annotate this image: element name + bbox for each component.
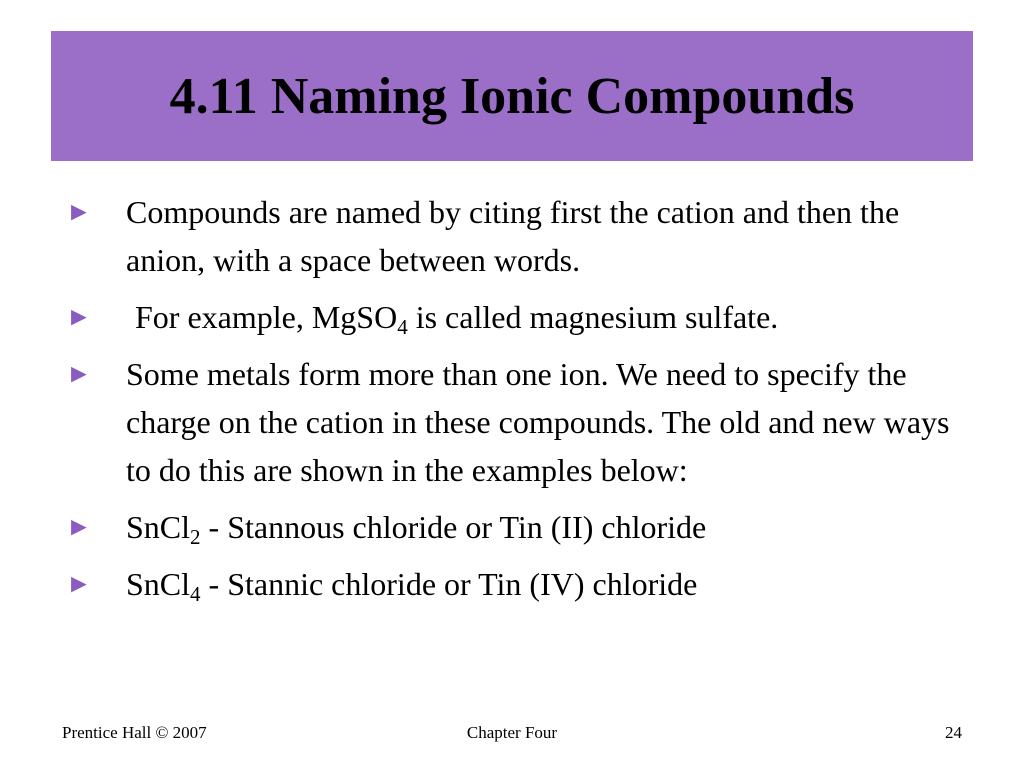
footer-page-number: 24: [945, 723, 962, 742]
bullet-text: [126, 566, 698, 606]
bullet-list: [66, 188, 966, 617]
bullet-text: Some metals form more than one ion. We need to specify the charge on the cation in these compounds. The old and new ways to do this are shown in the examples below:: [126, 356, 950, 488]
footer-copyright: Prentice Hall © 2007: [62, 723, 207, 742]
formula-subscript: 2: [190, 525, 201, 549]
formula-subscript: 4: [397, 315, 408, 339]
bullet-arrow-icon: ►: [66, 512, 92, 541]
bullet-text: [126, 509, 707, 549]
bullet-text-pre: SnCl: [126, 566, 191, 602]
bullet-text-post: - Stannous chloride or Tin (II) chloride: [200, 509, 707, 545]
bullet-arrow-icon: ►: [66, 359, 92, 388]
bullet-arrow-icon: ►: [66, 302, 92, 331]
bullet-text: [126, 299, 779, 339]
bullet-text-post: - Stannic chloride or Tin (IV) chloride: [200, 566, 698, 602]
bullet-item: [66, 293, 966, 341]
bullet-item: [66, 503, 966, 551]
bullet-text-pre: For example, MgSO: [135, 299, 398, 335]
title-bar: [51, 31, 973, 161]
slide-title: 4.11 Naming Ionic Compounds: [169, 67, 855, 125]
bullet-text-post: is called magnesium sulfate.: [407, 299, 779, 335]
bullet-arrow-icon: ►: [66, 569, 92, 598]
bullet-item: [66, 560, 966, 608]
bullet-item: [66, 350, 966, 494]
footer-chapter: Chapter Four: [466, 723, 558, 742]
bullet-arrow-icon: ►: [66, 197, 92, 226]
bullet-text: Compounds are named by citing first the cation and then the anion, with a space between words.: [126, 194, 900, 278]
formula-subscript: 4: [190, 582, 201, 606]
bullet-text-pre: SnCl: [126, 509, 191, 545]
bullet-item: [66, 188, 966, 284]
